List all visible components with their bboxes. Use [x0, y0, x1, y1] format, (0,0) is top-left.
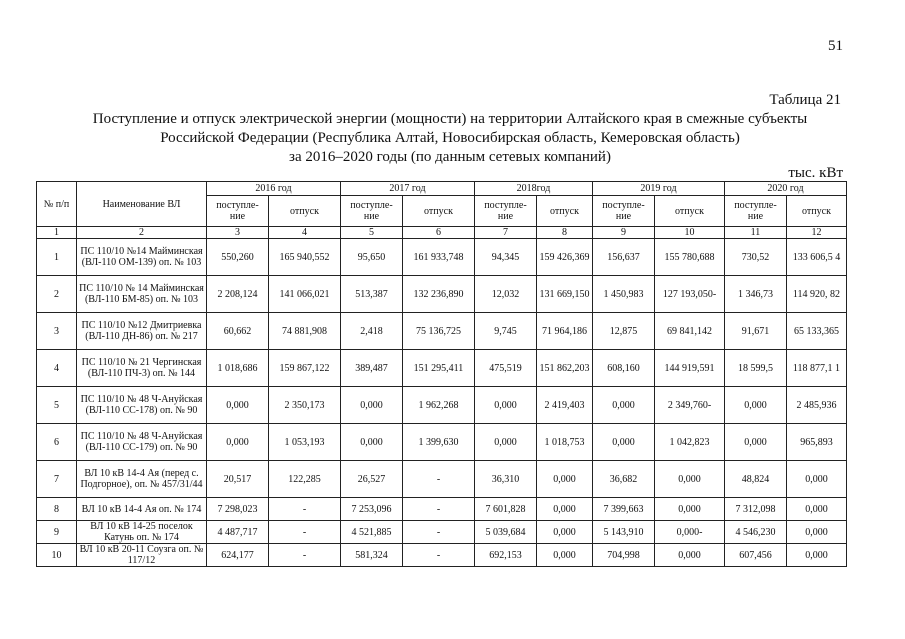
value-in: 36,310: [475, 461, 537, 498]
row-number: 2: [37, 276, 77, 313]
value-out: 2 350,173: [269, 387, 341, 424]
value-in: 0,000: [475, 424, 537, 461]
value-in: 1 018,686: [207, 350, 269, 387]
value-in: 2,418: [341, 313, 403, 350]
value-in: 7 399,663: [593, 498, 655, 521]
line-name: ВЛ 10 кВ 14-4 Ая (перед с. Подгорное), оп. № 457/31/44: [77, 461, 207, 498]
row-number: 4: [37, 350, 77, 387]
row-number: 9: [37, 521, 77, 544]
value-out: -: [403, 544, 475, 567]
value-out: 71 964,186: [537, 313, 593, 350]
value-in: 0,000: [207, 387, 269, 424]
value-in: 0,000: [593, 387, 655, 424]
value-out: 74 881,908: [269, 313, 341, 350]
column-number: 8: [537, 227, 593, 239]
column-number: 3: [207, 227, 269, 239]
value-in: 18 599,5: [725, 350, 787, 387]
value-in: 389,487: [341, 350, 403, 387]
value-in: 581,324: [341, 544, 403, 567]
value-out: 1 053,193: [269, 424, 341, 461]
value-out: 0,000: [537, 461, 593, 498]
value-in: 94,345: [475, 239, 537, 276]
value-in: 0,000: [341, 424, 403, 461]
row-number: 1: [37, 239, 77, 276]
value-in: 4 487,717: [207, 521, 269, 544]
value-in: 4 521,885: [341, 521, 403, 544]
value-out: 2 485,936: [787, 387, 847, 424]
value-out: 1 962,268: [403, 387, 475, 424]
value-out: 0,000-: [655, 521, 725, 544]
value-out: -: [403, 521, 475, 544]
table-row: [37, 387, 847, 424]
header-out: отпуск: [787, 196, 847, 227]
title-line-2: Российской Федерации (Республика Алтай, Новосибирская область, Кемеровская область): [160, 130, 740, 146]
value-in: 692,153: [475, 544, 537, 567]
column-number: 11: [725, 227, 787, 239]
value-in: 48,824: [725, 461, 787, 498]
line-name: ПС 110/10 № 14 Майминская (ВЛ-110 БМ-85) оп. № 103: [77, 276, 207, 313]
value-out: 65 133,365: [787, 313, 847, 350]
line-name: ВЛ 10 кВ 14-4 Ая оп. № 174: [77, 498, 207, 521]
table-row: [37, 350, 847, 387]
title-line-3: за 2016–2020 годы (по данным сетевых компаний): [289, 149, 611, 165]
line-name: ВЛ 10 кВ 20-11 Соузга оп. № 117/12: [77, 544, 207, 567]
value-out: 75 136,725: [403, 313, 475, 350]
value-in: 608,160: [593, 350, 655, 387]
value-in: 95,650: [341, 239, 403, 276]
header-year: 2018год: [475, 182, 593, 196]
value-in: 20,517: [207, 461, 269, 498]
value-out: 0,000: [787, 498, 847, 521]
value-out: 165 940,552: [269, 239, 341, 276]
value-out: -: [269, 544, 341, 567]
value-out: 1 399,630: [403, 424, 475, 461]
header-num: № п/п: [37, 182, 77, 227]
value-out: 0,000: [537, 498, 593, 521]
value-in: 0,000: [475, 387, 537, 424]
table-row: [37, 424, 847, 461]
value-in: 550,260: [207, 239, 269, 276]
value-in: 91,671: [725, 313, 787, 350]
column-number: 6: [403, 227, 475, 239]
value-out: 132 236,890: [403, 276, 475, 313]
unit-label: тыс. кВт: [788, 165, 843, 181]
value-in: 704,998: [593, 544, 655, 567]
column-number: 9: [593, 227, 655, 239]
header-in: поступле-ние: [475, 196, 537, 227]
line-name: ПС 110/10 № 48 Ч-Ануйская (ВЛ-110 СС-178) оп. № 90: [77, 387, 207, 424]
value-in: 7 312,098: [725, 498, 787, 521]
title-line-1: Поступление и отпуск электрической энергии (мощности) на территории Алтайского края в смежные субъекты: [92, 111, 808, 127]
table-row: [37, 313, 847, 350]
line-name: ПС 110/10 №12 Дмитриевка (ВЛ-110 ДН-86) оп. № 217: [77, 313, 207, 350]
value-out: -: [403, 461, 475, 498]
column-number: 5: [341, 227, 403, 239]
header-in: поступле-ние: [725, 196, 787, 227]
row-number: 5: [37, 387, 77, 424]
value-in: 607,456: [725, 544, 787, 567]
value-in: 1 346,73: [725, 276, 787, 313]
value-in: 475,519: [475, 350, 537, 387]
value-out: 0,000: [655, 498, 725, 521]
value-out: 0,000: [655, 461, 725, 498]
column-number: 4: [269, 227, 341, 239]
value-in: 624,177: [207, 544, 269, 567]
header-name: Наименование ВЛ: [77, 182, 207, 227]
row-number: 8: [37, 498, 77, 521]
value-in: 0,000: [725, 387, 787, 424]
value-out: 2 419,403: [537, 387, 593, 424]
value-in: 7 298,023: [207, 498, 269, 521]
value-out: 0,000: [787, 544, 847, 567]
value-out: 141 066,021: [269, 276, 341, 313]
value-in: 5 039,684: [475, 521, 537, 544]
table-row: [37, 498, 847, 521]
line-name: ВЛ 10 кВ 14-25 поселок Катунь оп. № 174: [77, 521, 207, 544]
value-out: -: [269, 498, 341, 521]
value-out: 0,000: [787, 521, 847, 544]
page-number: 51: [828, 38, 843, 54]
column-number: 12: [787, 227, 847, 239]
header-out: отпуск: [403, 196, 475, 227]
table-row: [37, 239, 847, 276]
value-out: 0,000: [655, 544, 725, 567]
value-out: 159 426,369: [537, 239, 593, 276]
value-out: 114 920, 82: [787, 276, 847, 313]
energy-table: [36, 181, 847, 567]
value-in: 0,000: [725, 424, 787, 461]
value-in: 156,637: [593, 239, 655, 276]
header-out: отпуск: [655, 196, 725, 227]
value-out: 69 841,142: [655, 313, 725, 350]
value-in: 26,527: [341, 461, 403, 498]
value-in: 730,52: [725, 239, 787, 276]
value-out: 127 193,050-: [655, 276, 725, 313]
value-out: 161 933,748: [403, 239, 475, 276]
value-in: 36,682: [593, 461, 655, 498]
value-in: 7 253,096: [341, 498, 403, 521]
value-out: 159 867,122: [269, 350, 341, 387]
value-out: 1 042,823: [655, 424, 725, 461]
value-out: 2 349,760-: [655, 387, 725, 424]
line-name: ПС 110/10 № 21 Чергинская (ВЛ-110 ПЧ-3) оп. № 144: [77, 350, 207, 387]
header-year: 2017 год: [341, 182, 475, 196]
line-name: ПС 110/10 № 48 Ч-Ануйская (ВЛ-110 СС-179) оп. № 90: [77, 424, 207, 461]
table-row: [37, 544, 847, 567]
row-number: 3: [37, 313, 77, 350]
column-number: 1: [37, 227, 77, 239]
header-year: 2016 год: [207, 182, 341, 196]
value-in: 0,000: [593, 424, 655, 461]
column-number-row: [37, 227, 847, 239]
value-out: 0,000: [537, 544, 593, 567]
value-in: 2 208,124: [207, 276, 269, 313]
column-number: 7: [475, 227, 537, 239]
value-in: 12,032: [475, 276, 537, 313]
value-out: 118 877,1 1: [787, 350, 847, 387]
value-in: 513,387: [341, 276, 403, 313]
value-out: 151 295,411: [403, 350, 475, 387]
value-out: 0,000: [537, 521, 593, 544]
value-in: 7 601,828: [475, 498, 537, 521]
value-in: 0,000: [207, 424, 269, 461]
value-out: 1 018,753: [537, 424, 593, 461]
value-in: 60,662: [207, 313, 269, 350]
header-in: поступле-ние: [341, 196, 403, 227]
header-year: 2020 год: [725, 182, 847, 196]
value-out: 151 862,203: [537, 350, 593, 387]
column-number: 10: [655, 227, 725, 239]
value-out: 155 780,688: [655, 239, 725, 276]
row-number: 7: [37, 461, 77, 498]
header-in: поступле-ние: [207, 196, 269, 227]
value-in: 1 450,983: [593, 276, 655, 313]
header-in: поступле-ние: [593, 196, 655, 227]
row-number: 6: [37, 424, 77, 461]
value-out: -: [403, 498, 475, 521]
header-out: отпуск: [269, 196, 341, 227]
header-out: отпуск: [537, 196, 593, 227]
line-name: ПС 110/10 №14 Майминская (ВЛ-110 ОМ-139) оп. № 103: [77, 239, 207, 276]
value-out: 122,285: [269, 461, 341, 498]
header-year: 2019 год: [593, 182, 725, 196]
value-in: 0,000: [341, 387, 403, 424]
value-out: 965,893: [787, 424, 847, 461]
table-row: [37, 521, 847, 544]
value-in: 4 546,230: [725, 521, 787, 544]
value-in: 9,745: [475, 313, 537, 350]
value-out: 133 606,5 4: [787, 239, 847, 276]
value-out: 0,000: [787, 461, 847, 498]
row-number: 10: [37, 544, 77, 567]
value-out: 131 669,150: [537, 276, 593, 313]
column-number: 2: [77, 227, 207, 239]
table-row: [37, 276, 847, 313]
document-title: [70, 110, 830, 167]
value-in: 12,875: [593, 313, 655, 350]
table-label: Таблица 21: [769, 92, 841, 108]
value-in: 5 143,910: [593, 521, 655, 544]
value-out: -: [269, 521, 341, 544]
value-out: 144 919,591: [655, 350, 725, 387]
table-row: [37, 461, 847, 498]
